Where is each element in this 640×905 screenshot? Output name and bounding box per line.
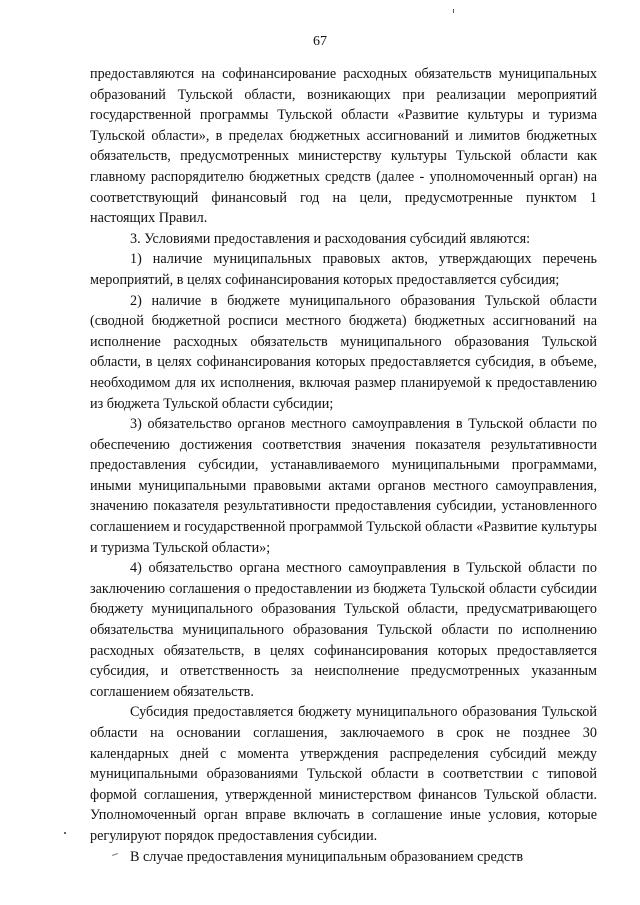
document-body [90, 64, 597, 867]
paragraph-condition-2: 2) наличие в бюджете муниципального образования Тульской области (сводной бюджетной росписи местного бюджета) бюджетных ассигнований на исполнение расходных обязательств муниципального образования Тульской области, в целях софинансирования которых предоставляется субсидия, в объеме, необходимом для их исполнения, включая размер планируемой к предоставлению из бюджета Тульской области субсидии; [90, 292, 597, 412]
paragraph-last-line: В случае предоставления муниципальным образованием средств [130, 848, 524, 865]
paragraph-subsidy-agreement: Субсидия предоставляется бюджету муниципального образования Тульской области на основании соглашения, заключаемого в срок не позднее 30 календарных дней с момента утверждения распределения субсидий между муниципальными образованиями Тульской области в соответствии с типовой формой соглашения, утвержденной министерством финансов Тульской области. Уполномоченный орган вправе включать в соглашение иные условия, которые регулируют порядок предоставления субсидии. [90, 704, 597, 844]
margin-dot [64, 832, 66, 834]
paragraph-condition-4: 4) обязательство органа местного самоуправления в Тульской области по заключению соглашения о предоставлении из бюджета Тульской области субсидии бюджету муниципального образования Тульской области, предусматривающего обязательства муниципального образования Тульской области по исполнению расходных обязательств, в целях софинансирования которых предоставляется субсидия, и ответственность за неисполнение предусмотренных указанным соглашением обязательств. [90, 560, 597, 700]
paragraph-condition-1: 1) наличие муниципальных правовых актов, утверждающих перечень мероприятий, в целях софинансирования которых предоставляется субсидия; [90, 251, 597, 288]
paragraph-continuation: предоставляются на софинансирование расходных обязательств муниципальных образований Тульской области, возникающих при реализации мероприятий государственной программы Тульской области «Развитие культуры и туризма Тульской области», в пределах бюджетных ассигнований и лимитов бюджетных обязательств, предусмотренных министерству культуры Тульской области как главному распорядителю бюджетных средств (далее - уполномоченный орган) на соответствующий финансовый год на цели, предусмотренные пунктом 1 настоящих Правил. [90, 66, 597, 227]
page-number: 67 [313, 34, 327, 49]
paragraph-conditions-heading: 3. Условиями предоставления и расходования субсидий являются: [130, 230, 531, 247]
scan-mark [453, 9, 454, 13]
paragraph-condition-3: 3) обязательство органов местного самоуправления в Тульской области по обеспечению достижения соответствия значения показателя результативности предоставления субсидии, устанавливаемого муниципальными программами, иными муниципальными правовыми актами органов местного самоуправления, значению показателя результативности предоставления субсидии, установленного соглашением и государственной программой Тульской области «Развитие культуры и туризма Тульской области»; [90, 416, 597, 556]
